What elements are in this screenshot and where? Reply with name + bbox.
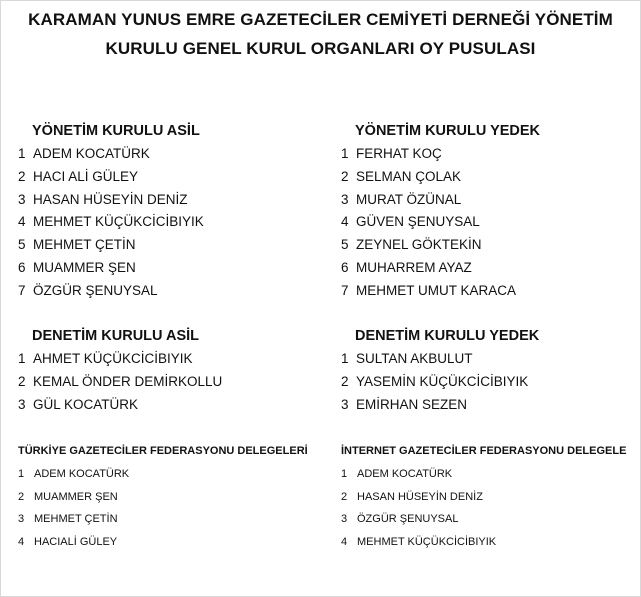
member-row	[341, 394, 539, 417]
member-number: 5	[341, 237, 349, 253]
section-igf-delegates	[341, 440, 626, 553]
member-number: 2	[341, 490, 348, 503]
section-denetim-asil	[18, 325, 222, 416]
member-number: 1	[341, 146, 349, 161]
member-row	[341, 143, 540, 166]
member-number: 1	[341, 468, 348, 480]
member-name: KEMAL ÖNDER DEMİRKOLLU	[33, 373, 223, 389]
member-name: SULTAN AKBULUT	[356, 351, 473, 366]
member-number: 4	[341, 214, 349, 230]
member-number: 1	[18, 468, 25, 480]
member-name: FERHAT KOÇ	[356, 146, 442, 161]
member-name: HACIALİ GÜLEY	[34, 535, 118, 548]
member-name: ADEM KOCATÜRK	[33, 146, 150, 161]
member-number: 3	[341, 191, 349, 207]
member-row	[18, 463, 308, 486]
member-row	[18, 508, 308, 531]
member-number: 4	[18, 535, 25, 548]
member-name: EMİRHAN SEZEN	[356, 396, 468, 412]
member-name: MEHMET ÇETİN	[33, 237, 136, 253]
member-name: MEHMET KÜÇÜKCİCİBIYIK	[357, 535, 497, 548]
section-heading: DENETİM KURULU ASİL	[32, 328, 200, 344]
member-number: 2	[341, 168, 349, 184]
member-name: HACI ALİ GÜLEY	[33, 168, 139, 184]
member-list	[18, 143, 204, 303]
member-name: ADEM KOCATÜRK	[34, 468, 130, 480]
member-name: ÖZGÜR ŞENUYSAL	[33, 282, 158, 298]
member-number: 1	[341, 351, 349, 366]
member-number: 7	[341, 282, 349, 298]
ballot-title-line-1: KARAMAN YUNUS EMRE GAZETECİLER CEMİYETİ DERNEĞİ YÖNETİM	[28, 10, 613, 29]
member-number: 3	[18, 513, 25, 526]
section-heading: YÖNETİM KURULU YEDEK	[355, 123, 541, 139]
member-row	[18, 257, 204, 280]
member-row	[18, 234, 204, 257]
member-row	[18, 394, 222, 417]
section-yonetim-yedek	[341, 120, 540, 303]
member-name: MUAMMER ŞEN	[33, 259, 136, 275]
member-number: 1	[18, 146, 26, 161]
member-row	[341, 234, 540, 257]
section-heading: TÜRKİYE GAZETECİLER FEDERASYONU DELEGELERİ	[18, 445, 308, 457]
member-row	[18, 189, 204, 212]
member-row	[18, 211, 204, 234]
member-list	[341, 143, 540, 303]
member-row	[341, 189, 540, 212]
section-tgf-delegates	[18, 440, 308, 553]
member-name: MEHMET ÇETİN	[34, 513, 118, 526]
member-number: 5	[18, 237, 26, 253]
member-number: 2	[18, 490, 25, 503]
member-number: 3	[341, 396, 349, 412]
member-row	[18, 143, 204, 166]
member-name: ÖZGÜR ŞENUYSAL	[357, 513, 459, 526]
member-row	[341, 211, 540, 234]
member-row	[341, 257, 540, 280]
member-name: MUHARREM AYAZ	[356, 259, 472, 275]
member-row	[341, 280, 540, 303]
member-row	[341, 508, 626, 531]
member-list	[18, 348, 222, 416]
member-number: 6	[341, 259, 349, 275]
section-heading: DENETİM KURULU YEDEK	[355, 328, 540, 344]
member-number: 7	[18, 282, 26, 298]
member-row	[18, 371, 222, 394]
section-heading: YÖNETİM KURULU ASİL	[32, 123, 200, 139]
member-name: GÜVEN ŞENUYSAL	[356, 214, 480, 230]
member-name: ZEYNEL GÖKTEKİN	[356, 237, 482, 253]
member-number: 2	[18, 373, 26, 389]
member-list	[341, 348, 539, 416]
member-name: MURAT ÖZÜNAL	[356, 191, 462, 207]
member-row	[18, 166, 204, 189]
member-number: 6	[18, 259, 26, 275]
member-row	[18, 348, 222, 371]
member-number: 2	[18, 168, 26, 184]
member-row	[341, 463, 626, 486]
section-yonetim-asil	[18, 120, 204, 303]
member-number: 2	[341, 373, 349, 389]
member-name: AHMET KÜÇÜKCİCİBIYIK	[33, 351, 193, 366]
member-name: MEHMET KÜÇÜKCİCİBIYIK	[33, 214, 204, 230]
ballot-title-line-2: KURULU GENEL KURUL ORGANLARI OY PUSULASI	[105, 39, 536, 58]
member-list	[341, 463, 626, 553]
member-number: 4	[341, 535, 348, 548]
member-name: MEHMET UMUT KARACA	[356, 282, 517, 298]
member-list	[18, 463, 308, 553]
member-row	[341, 166, 540, 189]
member-row	[341, 348, 539, 371]
member-row	[341, 371, 539, 394]
member-row	[341, 531, 626, 554]
member-name: GÜL KOCATÜRK	[33, 396, 139, 412]
member-number: 1	[18, 351, 26, 366]
member-number: 3	[18, 396, 26, 412]
member-number: 4	[18, 214, 26, 230]
member-row	[18, 531, 308, 554]
member-number: 3	[18, 191, 26, 207]
member-name: MUAMMER ŞEN	[34, 490, 118, 503]
section-denetim-yedek	[341, 325, 539, 416]
member-row	[341, 486, 626, 509]
member-row	[18, 280, 204, 303]
member-row	[18, 486, 308, 509]
member-name: YASEMİN KÜÇÜKCİCİBIYIK	[356, 373, 529, 389]
member-name: HASAN HÜSEYİN DENİZ	[357, 490, 483, 503]
section-heading: İNTERNET GAZETECİLER FEDERASYONU DELEGELE	[341, 445, 627, 457]
member-name: HASAN HÜSEYİN DENİZ	[33, 191, 188, 207]
member-name: SELMAN ÇOLAK	[356, 168, 462, 184]
member-name: ADEM KOCATÜRK	[357, 468, 453, 480]
member-number: 3	[341, 513, 348, 526]
